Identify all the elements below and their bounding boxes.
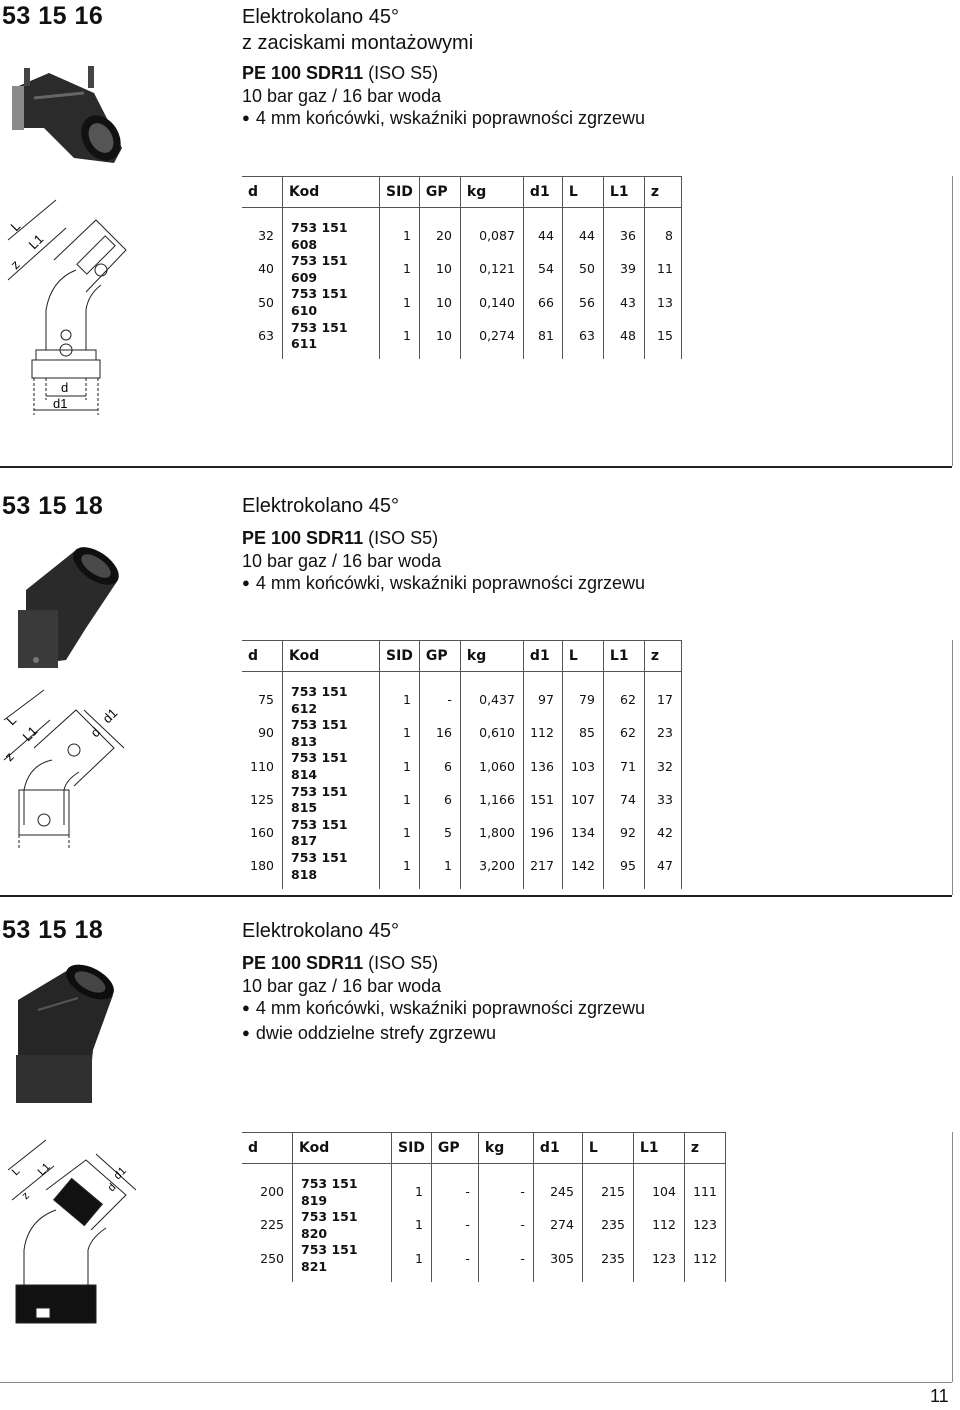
cell-l1: 48: [603, 320, 644, 353]
cell-gp: 5: [419, 817, 460, 850]
table-row: [242, 220, 681, 253]
product-title: Elektrokolano 45°: [242, 6, 399, 28]
tail-cell: [419, 883, 460, 889]
tail-cell: [380, 883, 420, 889]
column-header-l1: L1: [633, 1133, 684, 1164]
cell-d: 160: [242, 817, 283, 850]
product-title: Elektrokolano 45°: [242, 495, 399, 517]
dim-label-d: d: [61, 380, 69, 395]
spacer-cell: [283, 672, 380, 685]
cell-d1: 217: [523, 850, 562, 883]
spec-iso: (ISO S5): [363, 528, 439, 548]
cell-kg: 0,274: [460, 320, 523, 353]
tail-cell: [431, 1276, 478, 1282]
cell-l1: 92: [603, 817, 644, 850]
cell-sid: 1: [380, 784, 420, 817]
tail-cell: [460, 353, 523, 359]
spacer-cell: [242, 208, 283, 221]
cell-gp: 20: [419, 220, 460, 253]
column-header-gp: GP: [431, 1133, 478, 1164]
dim-label-z: z: [7, 256, 23, 273]
cell-sid: 1: [392, 1242, 432, 1275]
spacer-cell: [582, 1164, 633, 1177]
column-header-d1: d1: [533, 1133, 582, 1164]
technical-drawing-elbow-clamps: [6, 200, 136, 420]
cell-gp: 16: [419, 717, 460, 750]
column-header-gp: GP: [419, 641, 460, 672]
table-row: [242, 286, 681, 319]
tail-cell: [633, 1276, 684, 1282]
cell-gp: 6: [419, 784, 460, 817]
tail-cell: [562, 883, 603, 889]
spacer-cell: [242, 1164, 293, 1177]
cell-l1: 62: [603, 684, 644, 717]
cell-kod: 753 151 813: [283, 717, 380, 750]
cell-kg: 0,437: [460, 684, 523, 717]
spacer-cell: [380, 672, 420, 685]
cell-z: 33: [644, 784, 681, 817]
cell-sid: 1: [380, 717, 420, 750]
tail-cell: [283, 353, 380, 359]
product-feature: ● 4 mm końcówki, wskaźniki poprawności zgrzewu: [242, 997, 645, 1022]
spacer-cell: [533, 1164, 582, 1177]
dim-label-d1: d1: [111, 1164, 129, 1183]
spacer-cell: [523, 672, 562, 685]
cell-kg: 0,610: [460, 717, 523, 750]
cell-kg: -: [478, 1242, 533, 1275]
dim-label-d1: d1: [53, 396, 68, 411]
spec-material: PE 100 SDR11: [242, 953, 364, 973]
cell-sid: 1: [380, 320, 420, 353]
table-row: [242, 717, 681, 750]
table-row: [242, 1242, 725, 1275]
cell-d: 225: [242, 1209, 293, 1242]
spacer-cell: [283, 208, 380, 221]
tail-cell: [293, 1276, 392, 1282]
cell-sid: 1: [380, 850, 420, 883]
frame-line: [952, 1132, 953, 1382]
cell-d1: 66: [523, 286, 562, 319]
column-header-l: L: [562, 177, 603, 208]
table-tail-row: [242, 353, 681, 359]
product-spec: [242, 952, 645, 975]
table-spacer-row: [242, 672, 681, 685]
table-row: [242, 850, 681, 883]
cell-kg: 1,800: [460, 817, 523, 850]
cell-gp: 10: [419, 320, 460, 353]
column-header-kod: Kod: [283, 177, 380, 208]
dim-label-L: L: [3, 712, 20, 729]
spacer-cell: [460, 208, 523, 221]
cell-gp: 1: [419, 850, 460, 883]
spacer-cell: [562, 208, 603, 221]
cell-l: 79: [562, 684, 603, 717]
column-header-d: d: [242, 1133, 293, 1164]
spacer-cell: [380, 208, 420, 221]
product-info: [242, 4, 645, 132]
dimensions-table-3: [242, 1132, 726, 1282]
product-photo-large-elbow: [8, 960, 128, 1110]
product-feature: ● dwie oddzielne strefy zgrzewu: [242, 1022, 645, 1047]
cell-sid: 1: [380, 253, 420, 286]
tail-cell: [283, 883, 380, 889]
tail-cell: [533, 1276, 582, 1282]
cell-l: 56: [562, 286, 603, 319]
cell-d: 110: [242, 750, 283, 783]
cell-sid: 1: [380, 220, 420, 253]
section-divider: [0, 895, 952, 897]
table-body: [242, 1164, 725, 1282]
cell-l: 235: [582, 1242, 633, 1275]
cell-kod: 753 151 819: [293, 1176, 392, 1209]
cell-z: 8: [644, 220, 681, 253]
product-spec: [242, 527, 645, 550]
cell-kod: 753 151 821: [293, 1242, 392, 1275]
cell-z: 32: [644, 750, 681, 783]
column-header-l: L: [582, 1133, 633, 1164]
column-header-l1: L1: [603, 641, 644, 672]
table-row: [242, 1176, 725, 1209]
section-divider: [0, 466, 952, 468]
column-header-kod: Kod: [293, 1133, 392, 1164]
cell-d: 50: [242, 286, 283, 319]
spacer-cell: [293, 1164, 392, 1177]
tail-cell: [582, 1276, 633, 1282]
cell-l1: 39: [603, 253, 644, 286]
dim-label-z: z: [19, 1189, 33, 1203]
cell-kg: 0,087: [460, 220, 523, 253]
cell-sid: 1: [380, 286, 420, 319]
product-info: [242, 918, 645, 1046]
dimensions-table-1: [242, 176, 682, 359]
column-header-sid: SID: [380, 177, 420, 208]
cell-d: 63: [242, 320, 283, 353]
tail-cell: [242, 353, 283, 359]
product-code: 53 15 18: [2, 916, 104, 944]
cell-kod: 753 151 814: [283, 750, 380, 783]
dim-label-d: d: [87, 724, 104, 741]
cell-sid: 1: [380, 817, 420, 850]
product-pressure: 10 bar gaz / 16 bar woda: [242, 85, 442, 106]
tail-cell: [644, 883, 681, 889]
dim-label-d: d: [105, 1181, 119, 1195]
cell-z: 47: [644, 850, 681, 883]
column-header-d1: d1: [523, 641, 562, 672]
cell-kg: 3,200: [460, 850, 523, 883]
cell-l1: 36: [603, 220, 644, 253]
cell-l: 63: [562, 320, 603, 353]
cell-l: 103: [562, 750, 603, 783]
spec-material: PE 100 SDR11: [242, 63, 364, 83]
cell-l1: 123: [633, 1242, 684, 1275]
product-pressure: 10 bar gaz / 16 bar woda: [242, 550, 442, 571]
spacer-cell: [633, 1164, 684, 1177]
column-header-kg: kg: [478, 1133, 533, 1164]
cell-l1: 112: [633, 1209, 684, 1242]
cell-kod: 753 151 612: [283, 684, 380, 717]
tail-cell: [419, 353, 460, 359]
product-photo-elbow-with-clamps: [4, 58, 134, 168]
cell-d1: 274: [533, 1209, 582, 1242]
table-tail-row: [242, 1276, 725, 1282]
spacer-cell: [644, 208, 681, 221]
column-header-kod: Kod: [283, 641, 380, 672]
spacer-cell: [603, 672, 644, 685]
cell-z: 15: [644, 320, 681, 353]
cell-z: 42: [644, 817, 681, 850]
cell-d1: 151: [523, 784, 562, 817]
table-row: [242, 784, 681, 817]
cell-kod: 753 151 820: [293, 1209, 392, 1242]
cell-z: 123: [684, 1209, 725, 1242]
table-spacer-row: [242, 208, 681, 221]
dim-label-L: L: [7, 218, 24, 235]
dim-label-z: z: [1, 748, 17, 765]
cell-d1: 81: [523, 320, 562, 353]
cell-sid: 1: [392, 1209, 432, 1242]
column-header-gp: GP: [419, 177, 460, 208]
tail-cell: [603, 353, 644, 359]
cell-kg: 0,121: [460, 253, 523, 286]
column-header-kg: kg: [460, 641, 523, 672]
product-pressure: 10 bar gaz / 16 bar woda: [242, 975, 442, 996]
dim-label-L1: L1: [19, 723, 41, 745]
cell-kod: 753 151 611: [283, 320, 380, 353]
dimensions-table-2: [242, 640, 682, 889]
spacer-cell: [242, 672, 283, 685]
cell-l: 85: [562, 717, 603, 750]
cell-l: 215: [582, 1176, 633, 1209]
cell-d: 40: [242, 253, 283, 286]
table-body: [242, 208, 681, 359]
cell-l: 107: [562, 784, 603, 817]
spacer-cell: [419, 208, 460, 221]
table-header-row: [242, 1133, 725, 1164]
cell-kg: 1,166: [460, 784, 523, 817]
product-feature: ● 4 mm końcówki, wskaźniki poprawności zgrzewu: [242, 572, 645, 597]
cell-z: 112: [684, 1242, 725, 1275]
column-header-z: z: [644, 641, 681, 672]
cell-l: 134: [562, 817, 603, 850]
dim-label-L: L: [9, 1165, 23, 1179]
column-header-d: d: [242, 641, 283, 672]
tail-cell: [603, 883, 644, 889]
cell-z: 13: [644, 286, 681, 319]
cell-l: 50: [562, 253, 603, 286]
dim-label-L1: L1: [35, 1160, 53, 1179]
cell-kg: 0,140: [460, 286, 523, 319]
cell-z: 11: [644, 253, 681, 286]
table-tail-row: [242, 883, 681, 889]
column-header-d: d: [242, 177, 283, 208]
cell-l: 44: [562, 220, 603, 253]
spec-iso: (ISO S5): [363, 953, 439, 973]
tail-cell: [460, 883, 523, 889]
tail-cell: [478, 1276, 533, 1282]
cell-gp: -: [431, 1176, 478, 1209]
product-code: 53 15 18: [2, 492, 104, 520]
frame-line: [952, 176, 953, 466]
cell-gp: 10: [419, 286, 460, 319]
cell-gp: -: [419, 684, 460, 717]
cell-d: 32: [242, 220, 283, 253]
cell-d: 180: [242, 850, 283, 883]
column-header-kg: kg: [460, 177, 523, 208]
table-row: [242, 684, 681, 717]
cell-z: 23: [644, 717, 681, 750]
technical-drawing-elbow: [1, 690, 139, 850]
cell-gp: 10: [419, 253, 460, 286]
dim-label-L1: L1: [25, 231, 47, 253]
table-row: [242, 253, 681, 286]
tail-cell: [242, 883, 283, 889]
tail-cell: [562, 353, 603, 359]
tail-cell: [380, 353, 420, 359]
cell-kg: -: [478, 1176, 533, 1209]
cell-gp: 6: [419, 750, 460, 783]
cell-kod: 753 151 610: [283, 286, 380, 319]
cell-d1: 245: [533, 1176, 582, 1209]
spacer-cell: [684, 1164, 725, 1177]
table-header-row: [242, 177, 681, 208]
cell-d: 200: [242, 1176, 293, 1209]
frame-line: [952, 640, 953, 895]
column-header-d1: d1: [523, 177, 562, 208]
table-row: [242, 750, 681, 783]
column-header-sid: SID: [380, 641, 420, 672]
table-row: [242, 320, 681, 353]
cell-gp: -: [431, 1242, 478, 1275]
cell-gp: -: [431, 1209, 478, 1242]
cell-kod: 753 151 609: [283, 253, 380, 286]
spacer-cell: [478, 1164, 533, 1177]
product-title: Elektrokolano 45°: [242, 920, 399, 942]
cell-d1: 44: [523, 220, 562, 253]
spacer-cell: [644, 672, 681, 685]
cell-d: 90: [242, 717, 283, 750]
cell-z: 17: [644, 684, 681, 717]
product-subtitle: z zaciskami montażowymi: [242, 32, 474, 54]
cell-d1: 97: [523, 684, 562, 717]
cell-d: 75: [242, 684, 283, 717]
tail-cell: [523, 883, 562, 889]
cell-d: 125: [242, 784, 283, 817]
technical-drawing-large-elbow: [6, 1140, 146, 1330]
product-info: [242, 493, 645, 597]
spacer-cell: [562, 672, 603, 685]
cell-sid: 1: [392, 1176, 432, 1209]
cell-kod: 753 151 818: [283, 850, 380, 883]
cell-d1: 305: [533, 1242, 582, 1275]
dim-label-d1: d1: [99, 705, 121, 727]
table-body: [242, 672, 681, 890]
column-header-z: z: [684, 1133, 725, 1164]
table-header-row: [242, 641, 681, 672]
tail-cell: [392, 1276, 432, 1282]
cell-d1: 112: [523, 717, 562, 750]
spec-material: PE 100 SDR11: [242, 528, 364, 548]
tail-cell: [644, 353, 681, 359]
cell-kg: -: [478, 1209, 533, 1242]
column-header-l: L: [562, 641, 603, 672]
product-code: 53 15 16: [2, 2, 104, 30]
spacer-cell: [419, 672, 460, 685]
column-header-z: z: [644, 177, 681, 208]
cell-sid: 1: [380, 750, 420, 783]
cell-kod: 753 151 817: [283, 817, 380, 850]
cell-l1: 95: [603, 850, 644, 883]
spacer-cell: [523, 208, 562, 221]
cell-sid: 1: [380, 684, 420, 717]
cell-z: 111: [684, 1176, 725, 1209]
cell-d1: 54: [523, 253, 562, 286]
tail-cell: [242, 1276, 293, 1282]
spec-iso: (ISO S5): [363, 63, 439, 83]
product-feature: ● 4 mm końcówki, wskaźniki poprawności zgrzewu: [242, 107, 645, 132]
cell-kod: 753 151 608: [283, 220, 380, 253]
product-spec: [242, 62, 645, 85]
column-header-l1: L1: [603, 177, 644, 208]
tail-cell: [684, 1276, 725, 1282]
tail-cell: [523, 353, 562, 359]
cell-d: 250: [242, 1242, 293, 1275]
product-photo-elbow: [6, 540, 126, 670]
cell-d1: 196: [523, 817, 562, 850]
cell-kod: 753 151 815: [283, 784, 380, 817]
cell-d1: 136: [523, 750, 562, 783]
table-spacer-row: [242, 1164, 725, 1177]
page-number: 11: [930, 1386, 949, 1406]
spacer-cell: [460, 672, 523, 685]
spacer-cell: [603, 208, 644, 221]
cell-l1: 104: [633, 1176, 684, 1209]
cell-l1: 71: [603, 750, 644, 783]
spacer-cell: [392, 1164, 432, 1177]
cell-kg: 1,060: [460, 750, 523, 783]
column-header-sid: SID: [392, 1133, 432, 1164]
table-row: [242, 817, 681, 850]
cell-l1: 74: [603, 784, 644, 817]
page-bottom-line: [0, 1382, 952, 1383]
cell-l1: 62: [603, 717, 644, 750]
cell-l: 142: [562, 850, 603, 883]
cell-l1: 43: [603, 286, 644, 319]
spacer-cell: [431, 1164, 478, 1177]
cell-l: 235: [582, 1209, 633, 1242]
table-row: [242, 1209, 725, 1242]
